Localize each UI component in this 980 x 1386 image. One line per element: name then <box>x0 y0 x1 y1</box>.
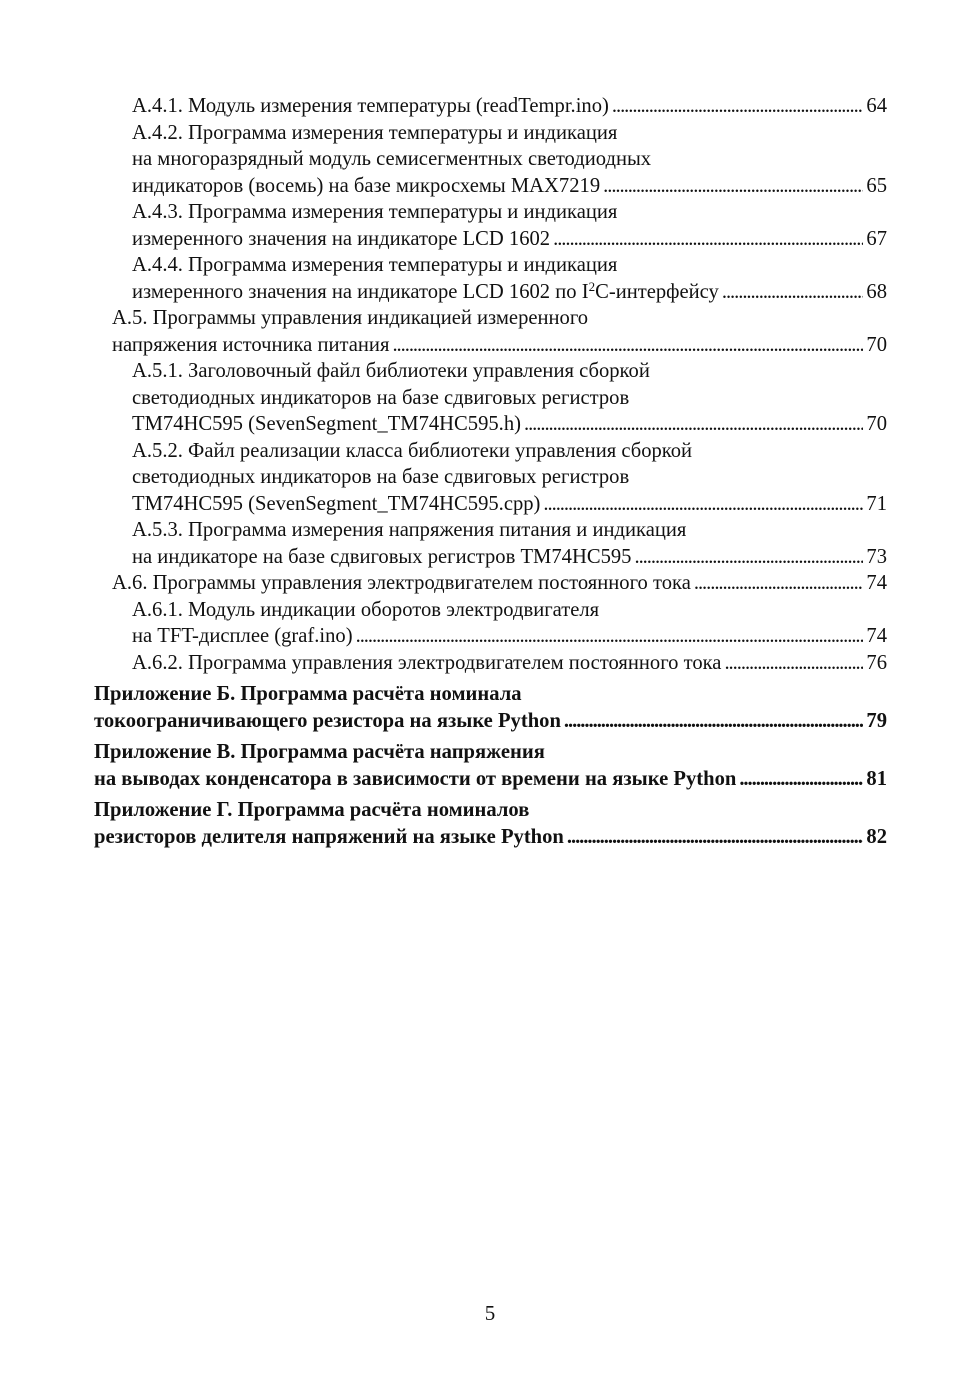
toc-entry-line: А.6.1. Модуль индикации оборотов электродвигателя <box>132 598 600 621</box>
toc-page-number: 73 <box>866 545 887 568</box>
toc-page-number: 82 <box>866 825 887 848</box>
toc-entry-title <box>132 411 521 438</box>
toc-entry-title <box>132 173 600 200</box>
toc-entry[interactable] <box>94 120 887 200</box>
toc-entry-line: А.4.4. Программа измерения температуры и индикация <box>132 254 618 276</box>
toc-entry-title-text: резисторов делителя напряжений на языке Python <box>94 825 564 848</box>
toc-entry[interactable] <box>94 438 887 518</box>
toc-entry-title-text: TM74HC595 (SevenSegment_TM74HC595.h) <box>132 413 521 435</box>
toc-page-number: 70 <box>866 413 887 435</box>
toc-entry[interactable] <box>94 681 887 734</box>
dot-leader <box>356 623 864 650</box>
toc-entry-title <box>132 226 550 253</box>
toc-entry-line: светодиодных индикаторов на базе сдвиговых регистров <box>132 466 630 488</box>
toc-entry-last-line <box>94 824 887 851</box>
toc-entry-line: А.4.3. Программа измерения температуры и индикация <box>132 201 618 223</box>
toc-entry-last-line <box>132 226 887 253</box>
dot-leader <box>553 226 863 253</box>
toc-entry-title-text: TM74HC595 (SevenSegment_TM74HC595.cpp) <box>132 492 541 515</box>
toc-page-number: 76 <box>866 651 887 674</box>
dot-leader <box>694 570 864 597</box>
toc-entry[interactable] <box>94 570 887 597</box>
toc-entry-line: А.4.2. Программа измерения температуры и индикация <box>132 121 618 144</box>
toc-entry-last-line <box>132 544 887 571</box>
toc-page-number: 71 <box>866 492 887 515</box>
toc-entry-title <box>94 824 564 851</box>
toc-entry-title <box>132 544 631 571</box>
toc-entry-title <box>132 623 353 650</box>
toc-entry-title <box>132 491 540 518</box>
toc-entry-title <box>94 708 561 735</box>
toc-page-number: 65 <box>866 174 887 197</box>
toc-entry-title <box>132 279 719 306</box>
dot-leader <box>567 824 864 851</box>
dot-leader <box>722 279 864 306</box>
table-of-contents <box>94 93 887 850</box>
toc-entry-last-line <box>132 491 887 518</box>
toc-entry-title <box>112 570 691 597</box>
dot-leader <box>612 93 864 120</box>
toc-entry-title <box>112 332 389 359</box>
toc-page-number: 67 <box>866 227 887 250</box>
dot-leader <box>603 173 863 200</box>
toc-entry-line: светодиодных индикаторов на базе сдвиговых регистров <box>132 386 630 409</box>
toc-entry-line: А.5.1. Заголовочный файл библиотеки управления сборкой <box>132 360 650 382</box>
superscript: 2 <box>588 278 596 294</box>
toc-entry-last-line <box>112 332 887 359</box>
toc-entry-title-tail: C-интерфейсу <box>595 280 719 303</box>
toc-entry[interactable] <box>94 739 887 792</box>
page-number: 5 <box>484 1301 496 1325</box>
toc-entry-last-line <box>94 708 887 735</box>
toc-entry[interactable] <box>94 93 887 120</box>
toc-entry-last-line <box>94 766 887 793</box>
toc-entry-title-text: индикаторов (восемь) на базе микросхемы MAX7219 <box>132 174 601 197</box>
toc-entry-title-text: А.6.2. Программа управления электродвигателем постоянного тока <box>132 651 722 674</box>
toc-entry-title-text: А.4.1. Модуль измерения температуры (readTempr.ino) <box>132 95 609 117</box>
toc-entry-title-text: измеренного значения на индикаторе LCD 1602 <box>132 227 551 250</box>
toc-entry-title-text: А.6. Программы управления электродвигателем постоянного тока <box>112 572 691 594</box>
toc-entry-last-line <box>112 570 887 597</box>
toc-page-number: 74 <box>866 572 887 594</box>
toc-page-number: 81 <box>866 767 887 790</box>
toc-entry-line: на многоразрядный модуль семисегментных светодиодных <box>132 148 652 170</box>
toc-page-number: 68 <box>866 280 887 303</box>
toc-entry-line: Приложение Г. Программа расчёта номиналов <box>94 799 530 821</box>
toc-entry-title <box>132 650 721 677</box>
toc-page-number: 74 <box>866 625 887 647</box>
dot-leader <box>524 411 863 438</box>
toc-entry-last-line <box>132 650 887 677</box>
toc-entry-line: Приложение Б. Программа расчёта номинала <box>94 683 522 705</box>
toc-entry[interactable] <box>94 650 887 677</box>
dot-leader <box>392 332 863 359</box>
toc-entry-line: А.5.3. Программа измерения напряжения питания и индикация <box>132 519 687 541</box>
toc-page-number: 70 <box>866 333 887 356</box>
toc-entry-last-line <box>132 623 887 650</box>
toc-entry-title-text: токоограничивающего резистора на языке Python <box>94 709 561 732</box>
dot-leader <box>724 650 863 677</box>
toc-entry-title-text: напряжения источника питания <box>112 333 390 356</box>
toc-entry-title-text: на выводах конденсатора в зависимости от времени на языке Python <box>94 767 737 790</box>
toc-entry-title-text: на индикаторе на базе сдвиговых регистров TM74HC595 <box>132 545 632 568</box>
dot-leader <box>634 544 863 571</box>
toc-page-number: 64 <box>866 95 887 117</box>
dot-leader <box>543 491 863 518</box>
toc-entry[interactable] <box>94 597 887 650</box>
toc-entry[interactable] <box>94 358 887 438</box>
toc-entry[interactable] <box>94 199 887 252</box>
toc-entry-title <box>132 93 609 120</box>
toc-entry-line: А.5.2. Файл реализации класса библиотеки управления сборкой <box>132 439 693 462</box>
toc-entry[interactable] <box>94 252 887 305</box>
toc-entry-title <box>94 766 736 793</box>
toc-entry-title-text: на TFT-дисплее (graf.ino) <box>132 625 353 647</box>
toc-entry-last-line <box>132 93 887 120</box>
toc-entry[interactable] <box>94 517 887 570</box>
toc-entry-line: А.5. Программы управления индикацией измеренного <box>112 307 589 329</box>
toc-entry-last-line <box>132 173 887 200</box>
toc-page-number: 79 <box>866 709 887 732</box>
dot-leader <box>739 766 863 793</box>
toc-entry-last-line <box>132 279 887 306</box>
dot-leader <box>564 708 863 735</box>
toc-entry-last-line <box>132 411 887 438</box>
toc-entry[interactable] <box>94 797 887 850</box>
toc-entry-title-text: измеренного значения на индикаторе LCD 1602 по I <box>132 280 589 303</box>
toc-entry-line: Приложение В. Программа расчёта напряжения <box>94 741 545 763</box>
toc-entry[interactable] <box>94 305 887 358</box>
